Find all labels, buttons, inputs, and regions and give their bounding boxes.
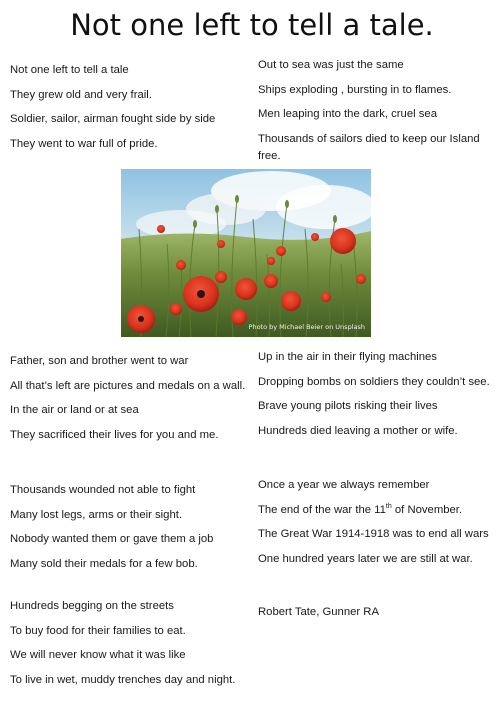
stanza-left-3 [10,478,213,576]
poem-line: The Great War 1914-1918 was to end all wars [258,528,489,540]
poem-line: Soldier, sailor, airman fought side by side [10,113,216,125]
poem-line: Hundreds begging on the streets [10,600,174,612]
poem-line: Ships exploding , bursting in to flames. [258,83,452,96]
ordinal-suffix: th [385,502,392,510]
poem-line: Father, son and brother went to war [10,355,189,367]
poem-line: They sacrificed their lives for you and me. [10,428,219,441]
poem-line: Once a year we always remember [258,479,430,491]
photo-credit: Photo by Michael Beier on Unsplash [248,323,365,331]
poem-line: One hundred years later we are still at war. [258,552,473,565]
stanza-right-2 [258,345,490,443]
poem-line: Many sold their medals for a few bob. [10,557,198,570]
author-name: Robert Tate, Gunner RA [258,606,379,618]
poppy-field-image [121,169,371,337]
poem-line: All that’s left are pictures and medals on a wall. [10,379,246,392]
poem-line: They went to war full of pride. [10,137,158,150]
poem-title: Not one left to tell a tale. [70,8,434,42]
poem-line: Hundreds died leaving a mother or wife. [258,424,458,437]
poem-line: Out to sea was just the same [258,59,404,71]
poem-line: Many lost legs, arms or their sight. [10,508,183,521]
poem-line: Nobody wanted them or gave them a job [10,533,214,545]
poem-line: They grew old and very frail. [10,88,152,101]
stanza-left-2 [10,349,245,447]
poppy-field-photo [121,169,371,337]
poem-line: Dropping bombs on soldiers they couldn’t see. [258,375,490,388]
poem-line-text: of November. [391,503,463,516]
poem-line: Men leaping into the dark, cruel sea [258,108,437,120]
stanza-left-4 [10,594,235,692]
author-signature [258,600,379,625]
poem-line: Not one left to tell a tale [10,64,129,76]
poem-line: Up in the air in their flying machines [258,351,437,363]
stanza-right-1 [258,53,483,165]
poem-line: Brave young pilots risking their lives [258,400,438,412]
stanza-left-1 [10,58,215,156]
poem-line-text: The end of the war the 11 [258,503,386,516]
poem-line: Thousands of sailors died to keep our Island free. [258,132,480,162]
poem-line: To buy food for their families to eat. [10,624,186,637]
poem-line: We will never know what it was like [10,649,186,661]
poem-line: Thousands wounded not able to fight [10,484,196,496]
poem-line: To live in wet, muddy trenches day and night. [10,673,236,686]
poem-line: In the air or land or at sea [10,404,139,416]
stanza-right-3 [258,473,489,571]
poem-line [258,498,489,523]
